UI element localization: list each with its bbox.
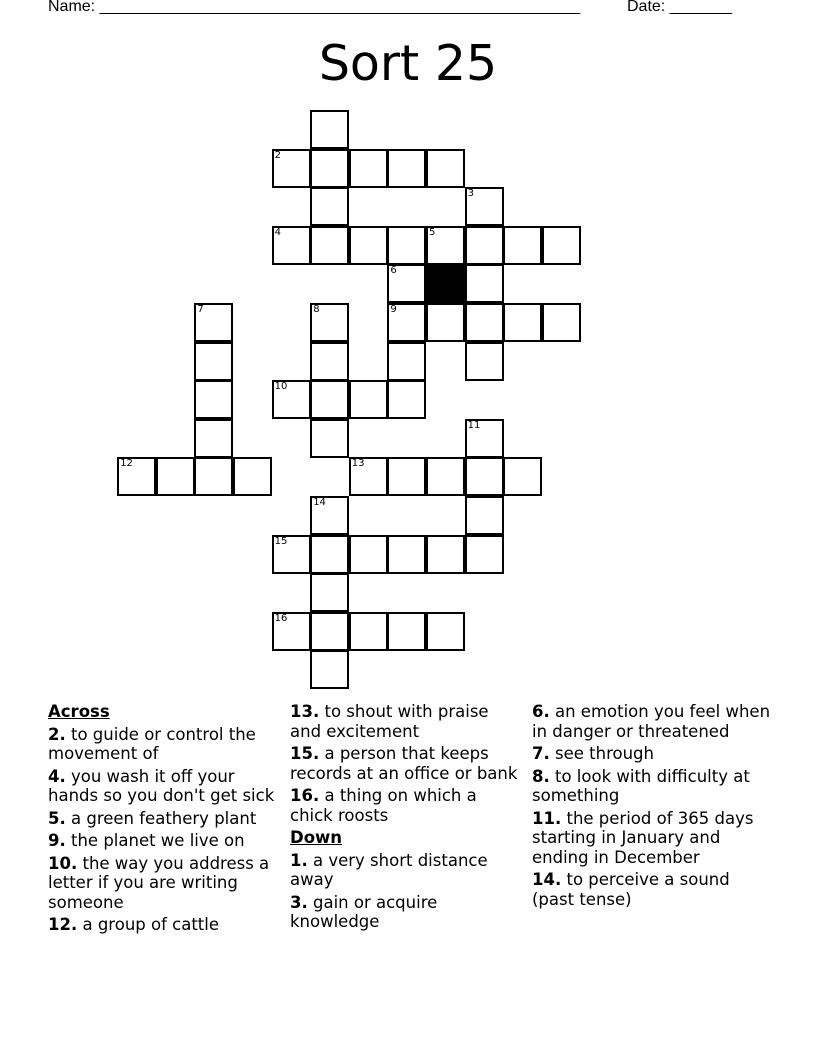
clue-text: to guide or control the movement of xyxy=(48,724,256,763)
grid-cell[interactable] xyxy=(426,612,465,651)
cell-number: 4 xyxy=(274,226,281,238)
cell-number: 16 xyxy=(274,612,288,624)
clue-item xyxy=(48,915,288,935)
cell-number: 15 xyxy=(274,535,288,547)
grid-cell[interactable] xyxy=(387,535,426,574)
clue-text: to look with difficulty at something xyxy=(532,766,750,805)
clue-text: an emotion you feel when in danger or threatened xyxy=(532,702,771,741)
clue-number: 1. xyxy=(290,850,308,870)
grid-cell[interactable] xyxy=(117,457,156,496)
grid-cell[interactable] xyxy=(542,303,581,342)
clue-text: gain or acquire knowledge xyxy=(290,892,438,931)
grid-cell[interactable] xyxy=(349,380,388,419)
cell-number: 11 xyxy=(467,419,481,431)
clue-column-3 xyxy=(532,702,772,912)
grid-cell[interactable] xyxy=(387,264,426,303)
grid-cell[interactable] xyxy=(310,535,349,574)
clue-column-1 xyxy=(48,702,288,938)
down-heading: Down xyxy=(290,828,343,847)
clue-text: the period of 365 days starting in January and ending in December xyxy=(532,808,754,867)
clue-text: a green feathery plant xyxy=(65,808,257,828)
clue-text: to shout with praise and excitement xyxy=(290,702,489,741)
clue-number: 11. xyxy=(532,808,562,828)
grid-cell[interactable] xyxy=(272,149,311,188)
grid-cell[interactable] xyxy=(156,457,195,496)
grid-cell[interactable] xyxy=(349,612,388,651)
grid-cell[interactable] xyxy=(426,457,465,496)
clue-item xyxy=(48,809,288,829)
date-label: Date: xyxy=(627,0,666,15)
grid-cell[interactable] xyxy=(387,380,426,419)
page-title: Sort 25 xyxy=(318,35,498,92)
grid-cell[interactable] xyxy=(194,303,233,342)
clue-number: 15. xyxy=(290,744,320,763)
cell-number: 13 xyxy=(351,458,365,470)
grid-cell[interactable] xyxy=(465,187,504,226)
grid-cell[interactable] xyxy=(233,457,272,496)
grid-cell[interactable] xyxy=(387,226,426,265)
grid-cell[interactable] xyxy=(310,650,349,689)
grid-cell[interactable] xyxy=(503,226,542,265)
grid-cell[interactable] xyxy=(310,226,349,265)
grid-cell[interactable] xyxy=(194,457,233,496)
clue-number: 14. xyxy=(532,870,562,889)
cell-number: 12 xyxy=(120,458,133,470)
grid-cell[interactable] xyxy=(272,612,311,651)
clue-text: a very short distance away xyxy=(290,850,488,889)
across-heading: Across xyxy=(48,702,110,721)
down-clue-list-continued xyxy=(532,702,772,909)
cell-number: 14 xyxy=(313,497,326,508)
clue-number: 10. xyxy=(48,853,78,873)
clue-item xyxy=(48,725,288,764)
grid-cell[interactable] xyxy=(465,419,504,458)
grid-cell[interactable] xyxy=(272,535,311,574)
clue-item xyxy=(48,767,288,806)
grid-cell[interactable] xyxy=(310,187,349,226)
grid-cell[interactable] xyxy=(194,342,233,381)
cell-number: 9 xyxy=(390,304,397,315)
grid-cell[interactable] xyxy=(272,226,311,265)
grid-cell[interactable] xyxy=(503,303,542,342)
clue-number: 4. xyxy=(48,766,66,786)
grid-cell[interactable] xyxy=(310,342,349,381)
date-field[interactable] xyxy=(627,0,732,16)
clue-item xyxy=(48,854,288,913)
name-line[interactable]: ______________________________________________________ xyxy=(99,0,581,15)
clue-text: see through xyxy=(549,744,654,763)
grid-cell[interactable] xyxy=(310,573,349,612)
clue-item xyxy=(532,870,772,909)
cell-number: 3 xyxy=(467,188,474,200)
grid-cell[interactable] xyxy=(542,226,581,265)
clue-text: a thing on which a chick roosts xyxy=(290,786,477,825)
across-clue-list-continued xyxy=(290,702,524,825)
cell-number: 2 xyxy=(274,149,281,161)
clue-number: 2. xyxy=(48,724,66,744)
clue-text: the way you address a letter if you are writing someone xyxy=(48,853,270,912)
grid-cell[interactable] xyxy=(194,380,233,419)
grid-cell[interactable] xyxy=(194,419,233,458)
clue-number: 9. xyxy=(48,831,66,850)
cell-number: 5 xyxy=(429,226,436,238)
name-field[interactable] xyxy=(48,0,580,16)
name-label: Name: xyxy=(48,0,96,15)
grid-cell[interactable] xyxy=(310,496,349,535)
grid-cell[interactable] xyxy=(310,110,349,149)
clue-text: to perceive a sound (past tense) xyxy=(532,870,730,909)
grid-cell[interactable] xyxy=(387,303,426,342)
grid-cell[interactable] xyxy=(310,419,349,458)
clue-number: 7. xyxy=(532,744,550,763)
clue-number: 13. xyxy=(290,702,320,721)
clue-item xyxy=(290,893,524,932)
clue-item xyxy=(532,744,772,764)
grid-cell[interactable] xyxy=(503,457,542,496)
clue-text: a group of cattle xyxy=(77,915,220,934)
grid-cell[interactable] xyxy=(465,226,504,265)
grid-cell[interactable] xyxy=(349,149,388,188)
grid-cell[interactable] xyxy=(426,535,465,574)
grid-cell[interactable] xyxy=(272,380,311,419)
cell-number: 7 xyxy=(197,304,204,315)
clue-text: you wash it off your hands so you don't get sick xyxy=(48,766,275,805)
grid-cell[interactable] xyxy=(426,303,465,342)
clue-number: 6. xyxy=(532,702,550,721)
date-line[interactable]: _______ xyxy=(669,0,732,15)
clue-item xyxy=(532,809,772,868)
grid-cell[interactable] xyxy=(465,264,504,303)
grid-cell[interactable] xyxy=(387,342,426,381)
grid-cell[interactable] xyxy=(310,612,349,651)
clue-item xyxy=(48,831,288,851)
clue-item xyxy=(290,851,524,890)
grid-cell[interactable] xyxy=(465,535,504,574)
clue-item xyxy=(290,702,524,741)
grid-cell[interactable] xyxy=(465,342,504,381)
cell-number: 8 xyxy=(313,304,320,315)
down-clue-list xyxy=(290,851,524,932)
grid-cell[interactable] xyxy=(349,457,388,496)
grid-cell[interactable] xyxy=(426,226,465,265)
clue-item xyxy=(532,767,772,806)
clue-number: 3. xyxy=(290,892,308,912)
grid-cell[interactable] xyxy=(465,496,504,535)
clue-column-2 xyxy=(290,702,524,935)
clue-number: 16. xyxy=(290,786,320,805)
grid-cell[interactable] xyxy=(310,380,349,419)
grid-cell[interactable] xyxy=(310,303,349,342)
grid-cell[interactable] xyxy=(465,457,504,496)
clue-item xyxy=(290,744,524,783)
grid-cell[interactable] xyxy=(465,303,504,342)
clue-number: 5. xyxy=(48,808,66,828)
grid-cell[interactable] xyxy=(310,149,349,188)
clue-number: 8. xyxy=(532,766,550,786)
grid-cell[interactable] xyxy=(349,226,388,265)
grid-cell[interactable] xyxy=(387,612,426,651)
clue-text: a person that keeps records at an office or bank xyxy=(290,744,518,783)
across-clue-list xyxy=(48,725,288,935)
clue-text: the planet we live on xyxy=(65,831,245,850)
clue-item xyxy=(532,702,772,741)
grid-cell[interactable] xyxy=(349,535,388,574)
clue-number: 12. xyxy=(48,915,78,934)
grid-block xyxy=(426,264,465,303)
grid-cell[interactable] xyxy=(387,149,426,188)
clue-item xyxy=(290,786,524,825)
cell-number: 10 xyxy=(274,381,288,393)
grid-cell[interactable] xyxy=(387,457,426,496)
cell-number: 6 xyxy=(390,265,397,277)
grid-cell[interactable] xyxy=(426,149,465,188)
